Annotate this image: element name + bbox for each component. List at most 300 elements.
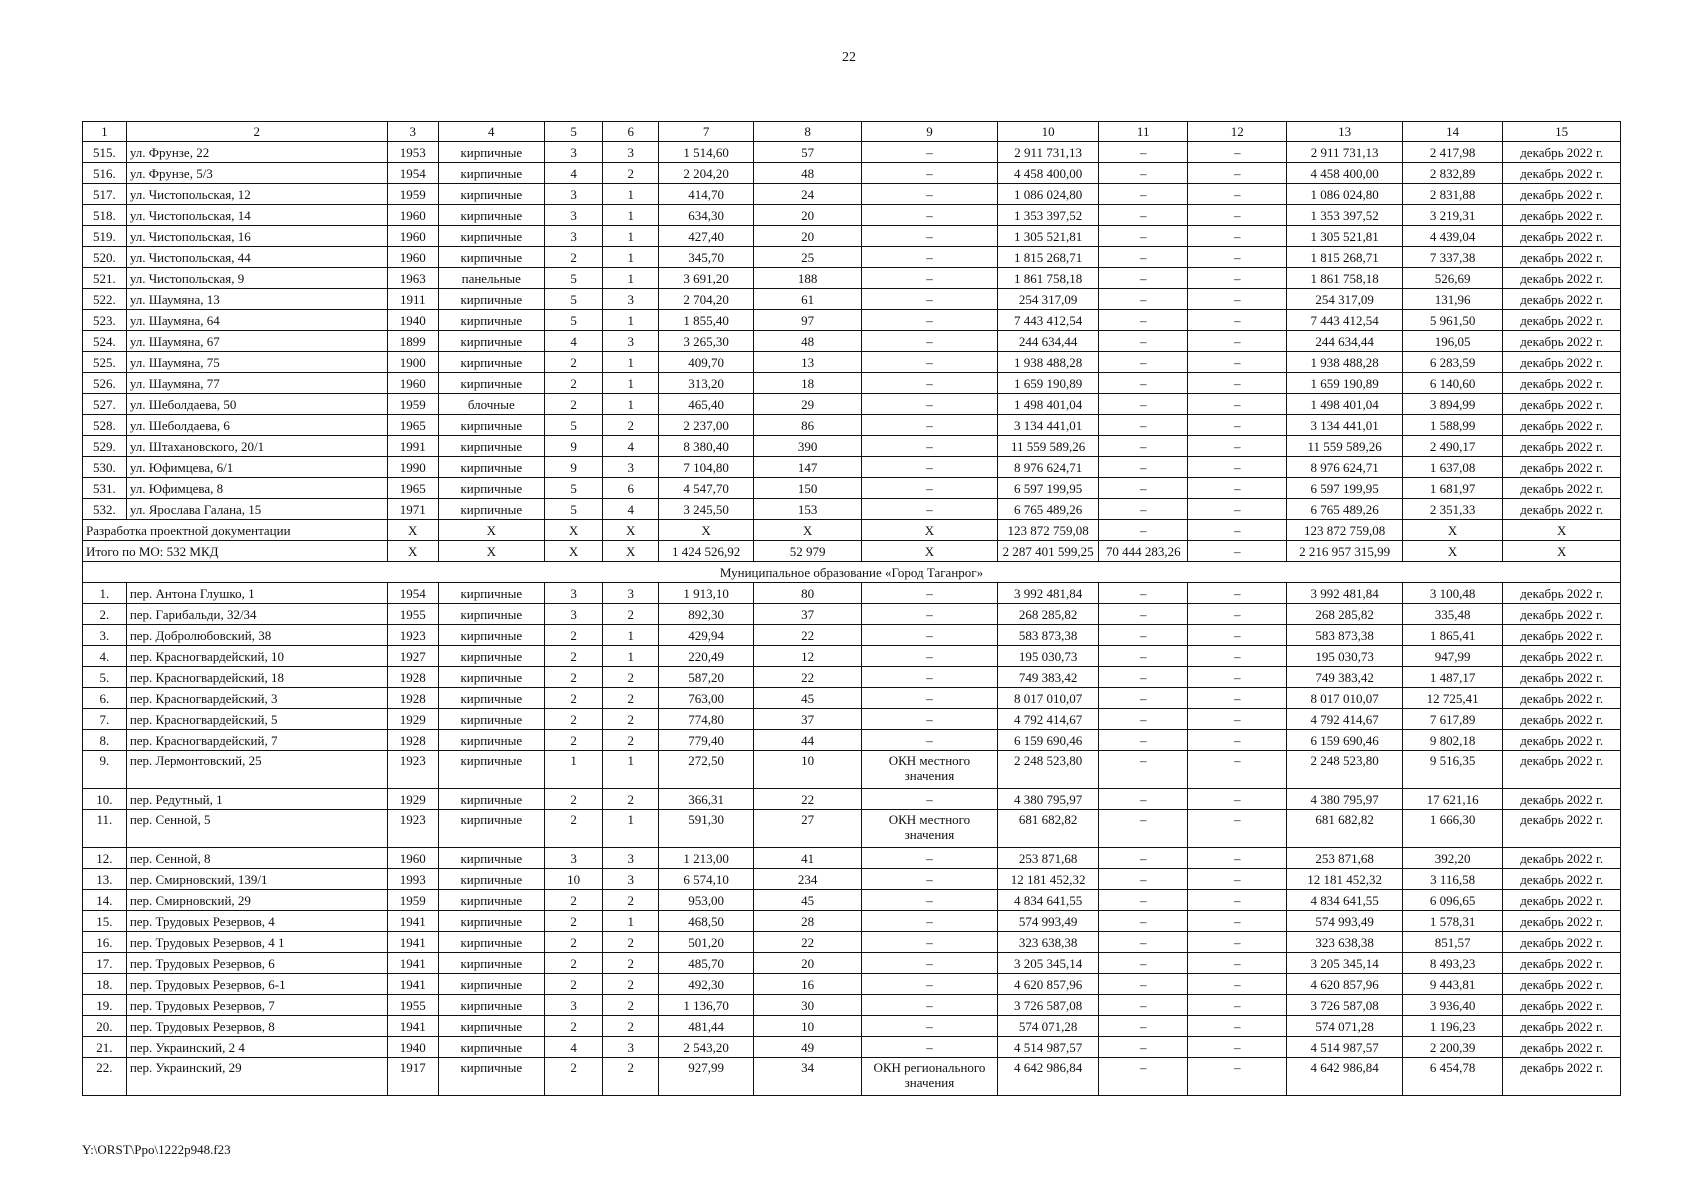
table-cell: 8 976 624,71 bbox=[1287, 457, 1402, 478]
table-cell: 253 871,68 bbox=[997, 848, 1099, 869]
column-header: 6 bbox=[603, 122, 659, 142]
table-row bbox=[83, 730, 1621, 751]
table-cell: 1 bbox=[603, 646, 659, 667]
section-row bbox=[83, 562, 1621, 583]
table-cell: 41 bbox=[754, 848, 862, 869]
table-cell: 3 bbox=[544, 184, 603, 205]
table-cell: 8 493,23 bbox=[1402, 953, 1502, 974]
table-cell: 3 bbox=[603, 457, 659, 478]
table-cell: декабрь 2022 г. bbox=[1503, 499, 1621, 520]
table-cell: 6 574,10 bbox=[659, 869, 754, 890]
table-cell: 244 634,44 bbox=[997, 331, 1099, 352]
table-cell: 253 871,68 bbox=[1287, 848, 1402, 869]
table-cell: X bbox=[1503, 541, 1621, 562]
table-cell: 1 bbox=[544, 751, 603, 789]
table-cell: 4 458 400,00 bbox=[1287, 163, 1402, 184]
table-cell: 1 861 758,18 bbox=[1287, 268, 1402, 289]
table-cell: 3 bbox=[544, 604, 603, 625]
table-cell: 530. bbox=[83, 457, 127, 478]
table-cell: 52 979 bbox=[754, 541, 862, 562]
table-cell: 1 bbox=[603, 751, 659, 789]
table-row bbox=[83, 352, 1621, 373]
table-cell: 1 637,08 bbox=[1402, 457, 1502, 478]
table-cell: декабрь 2022 г. bbox=[1503, 646, 1621, 667]
table-cell: 12 bbox=[754, 646, 862, 667]
table-cell: 9 802,18 bbox=[1402, 730, 1502, 751]
table-cell: 574 071,28 bbox=[997, 1016, 1099, 1037]
table-cell: 1941 bbox=[387, 953, 438, 974]
table-cell: – bbox=[862, 848, 998, 869]
table-cell: – bbox=[1099, 373, 1188, 394]
table-cell: 1991 bbox=[387, 436, 438, 457]
table-cell: – bbox=[1099, 1016, 1188, 1037]
table-cell: – bbox=[1099, 890, 1188, 911]
column-header: 14 bbox=[1402, 122, 1502, 142]
table-cell: декабрь 2022 г. bbox=[1503, 457, 1621, 478]
table-cell: 4 458 400,00 bbox=[997, 163, 1099, 184]
table-cell: 2 bbox=[603, 730, 659, 751]
table-cell: 123 872 759,08 bbox=[997, 520, 1099, 541]
table-row bbox=[83, 953, 1621, 974]
table-cell: кирпичные bbox=[438, 995, 544, 1016]
table-cell: пер. Редутный, 1 bbox=[126, 789, 387, 810]
table-cell: 526,69 bbox=[1402, 268, 1502, 289]
table-row bbox=[83, 1016, 1621, 1037]
table-cell: 2 bbox=[544, 688, 603, 709]
table-cell: 2 bbox=[544, 890, 603, 911]
table-cell: – bbox=[1099, 247, 1188, 268]
table-cell: – bbox=[1099, 142, 1188, 163]
table-cell: X bbox=[544, 541, 603, 562]
table-cell: 1 498 401,04 bbox=[997, 394, 1099, 415]
table-cell: – bbox=[862, 869, 998, 890]
table-cell: 195 030,73 bbox=[997, 646, 1099, 667]
table-cell: 1960 bbox=[387, 247, 438, 268]
table-cell: X bbox=[1402, 520, 1502, 541]
table-cell: – bbox=[1099, 163, 1188, 184]
table-cell: 1 bbox=[603, 310, 659, 331]
table-row bbox=[83, 1037, 1621, 1058]
table-summary-rows bbox=[83, 520, 1621, 583]
table-cell: ул. Шаумяна, 67 bbox=[126, 331, 387, 352]
table-cell: декабрь 2022 г. bbox=[1503, 1016, 1621, 1037]
table-cell: кирпичные bbox=[438, 911, 544, 932]
table-cell: – bbox=[1188, 604, 1287, 625]
table-cell: 7 443 412,54 bbox=[997, 310, 1099, 331]
column-header: 12 bbox=[1188, 122, 1287, 142]
table-cell: – bbox=[1099, 226, 1188, 247]
table-cell: 12 181 452,32 bbox=[997, 869, 1099, 890]
table-cell: декабрь 2022 г. bbox=[1503, 974, 1621, 995]
table-cell: 3 bbox=[603, 331, 659, 352]
table-cell: 774,80 bbox=[659, 709, 754, 730]
table-cell: – bbox=[1188, 352, 1287, 373]
table-cell: 2 bbox=[544, 932, 603, 953]
table-cell: кирпичные bbox=[438, 848, 544, 869]
table-cell: 335,48 bbox=[1402, 604, 1502, 625]
column-header: 7 bbox=[659, 122, 754, 142]
table-cell: 583 873,38 bbox=[997, 625, 1099, 646]
table-row bbox=[83, 995, 1621, 1016]
table-cell: – bbox=[862, 646, 998, 667]
table-cell: – bbox=[862, 667, 998, 688]
table-cell: декабрь 2022 г. bbox=[1503, 268, 1621, 289]
table-cell: декабрь 2022 г. bbox=[1503, 289, 1621, 310]
table-cell: пер. Красногвардейский, 10 bbox=[126, 646, 387, 667]
table-cell: 1929 bbox=[387, 709, 438, 730]
table-cell: 1 bbox=[603, 625, 659, 646]
table-cell: – bbox=[1099, 310, 1188, 331]
table-cell: 851,57 bbox=[1402, 932, 1502, 953]
table-cell: 1 938 488,28 bbox=[1287, 352, 1402, 373]
table-cell: – bbox=[862, 373, 998, 394]
table-cell: 6 283,59 bbox=[1402, 352, 1502, 373]
table-cell: 2 bbox=[544, 730, 603, 751]
table-cell: X bbox=[1402, 541, 1502, 562]
table-cell: – bbox=[1188, 995, 1287, 1016]
table-cell: – bbox=[862, 974, 998, 995]
table-cell: кирпичные bbox=[438, 974, 544, 995]
table-cell: – bbox=[1099, 974, 1188, 995]
table-cell: – bbox=[1188, 911, 1287, 932]
table-cell: 8 976 624,71 bbox=[997, 457, 1099, 478]
table-cell: 526. bbox=[83, 373, 127, 394]
total-row bbox=[83, 541, 1621, 562]
table-cell: – bbox=[1099, 478, 1188, 499]
table-cell: 313,20 bbox=[659, 373, 754, 394]
table-cell: 1917 bbox=[387, 1058, 438, 1096]
table-cell: 1 353 397,52 bbox=[1287, 205, 1402, 226]
table-cell: ул. Фрунзе, 22 bbox=[126, 142, 387, 163]
table-cell: – bbox=[862, 205, 998, 226]
table-cell: 6 597 199,95 bbox=[997, 478, 1099, 499]
table-cell: X bbox=[862, 520, 998, 541]
table-cell: 4 514 987,57 bbox=[997, 1037, 1099, 1058]
table-cell: 3 726 587,08 bbox=[997, 995, 1099, 1016]
table-cell: 3 bbox=[544, 205, 603, 226]
table-cell: 5 bbox=[544, 268, 603, 289]
table-cell: 86 bbox=[754, 415, 862, 436]
table-cell: – bbox=[1188, 310, 1287, 331]
table-cell: декабрь 2022 г. bbox=[1503, 625, 1621, 646]
table-cell: 2. bbox=[83, 604, 127, 625]
table-cell: 1 086 024,80 bbox=[997, 184, 1099, 205]
table-cell: 1 913,10 bbox=[659, 583, 754, 604]
table-cell: кирпичные bbox=[438, 890, 544, 911]
table-cell: 516. bbox=[83, 163, 127, 184]
table-cell: 9 443,81 bbox=[1402, 974, 1502, 995]
table-cell: – bbox=[862, 583, 998, 604]
table-cell: 20 bbox=[754, 226, 862, 247]
table-cell: ОКН местного значения bbox=[862, 810, 998, 848]
total-row-label: Итого по МО: 532 МКД bbox=[83, 541, 388, 562]
table-cell: 2 490,17 bbox=[1402, 436, 1502, 457]
table-cell: 3 bbox=[603, 142, 659, 163]
table-cell: 7 443 412,54 bbox=[1287, 310, 1402, 331]
table-cell: 3 894,99 bbox=[1402, 394, 1502, 415]
table-cell: 4 380 795,97 bbox=[997, 789, 1099, 810]
table-cell: панельные bbox=[438, 268, 544, 289]
table-cell: 3 bbox=[544, 995, 603, 1016]
table-cell: – bbox=[1188, 953, 1287, 974]
table-cell: 1 305 521,81 bbox=[997, 226, 1099, 247]
table-cell: кирпичные bbox=[438, 478, 544, 499]
table-cell: 681 682,82 bbox=[1287, 810, 1402, 848]
table-cell: пер. Красногвардейский, 3 bbox=[126, 688, 387, 709]
table-cell: 2 bbox=[603, 789, 659, 810]
table-cell: 2 287 401 599,25 bbox=[997, 541, 1099, 562]
table-cell: – bbox=[1188, 499, 1287, 520]
table-cell: 3 205 345,14 bbox=[1287, 953, 1402, 974]
table-cell: – bbox=[1188, 625, 1287, 646]
table-cell: 1 086 024,80 bbox=[1287, 184, 1402, 205]
table-cell: пер. Трудовых Резервов, 4 1 bbox=[126, 932, 387, 953]
table-cell: 1 659 190,89 bbox=[1287, 373, 1402, 394]
table-cell: 10. bbox=[83, 789, 127, 810]
table-cell: 4 620 857,96 bbox=[1287, 974, 1402, 995]
table-cell: 22 bbox=[754, 789, 862, 810]
footer-file-path: Y:\ORST\Ppo\1222p948.f23 bbox=[82, 1142, 231, 1157]
table-cell: 2 bbox=[544, 789, 603, 810]
table-cell: 1959 bbox=[387, 890, 438, 911]
design-documentation-row bbox=[83, 520, 1621, 541]
table-cell: 1965 bbox=[387, 478, 438, 499]
table-cell: декабрь 2022 г. bbox=[1503, 142, 1621, 163]
table-cell: X bbox=[387, 541, 438, 562]
table-cell: 1928 bbox=[387, 730, 438, 751]
table-cell: 3. bbox=[83, 625, 127, 646]
table-row bbox=[83, 869, 1621, 890]
table-row bbox=[83, 142, 1621, 163]
table-cell: кирпичные bbox=[438, 932, 544, 953]
table-cell: – bbox=[862, 415, 998, 436]
table-cell: 17 621,16 bbox=[1402, 789, 1502, 810]
table-cell: – bbox=[862, 730, 998, 751]
table-cell: 481,44 bbox=[659, 1016, 754, 1037]
table-cell: 4 439,04 bbox=[1402, 226, 1502, 247]
table-cell: 268 285,82 bbox=[997, 604, 1099, 625]
table-row bbox=[83, 932, 1621, 953]
table-cell: декабрь 2022 г. bbox=[1503, 184, 1621, 205]
table-cell: 4 bbox=[603, 436, 659, 457]
table-cell: 2 bbox=[544, 953, 603, 974]
table-row bbox=[83, 310, 1621, 331]
table-cell: 2 bbox=[544, 373, 603, 394]
table-cell: 6 bbox=[603, 478, 659, 499]
table-cell: – bbox=[1099, 499, 1188, 520]
table-cell: 5 bbox=[544, 499, 603, 520]
table-cell: 518. bbox=[83, 205, 127, 226]
table-cell: – bbox=[862, 625, 998, 646]
table-cell: 763,00 bbox=[659, 688, 754, 709]
table-cell: 2 bbox=[544, 646, 603, 667]
table-cell: – bbox=[1188, 268, 1287, 289]
table-cell: – bbox=[862, 226, 998, 247]
table-cell: 1959 bbox=[387, 184, 438, 205]
table-cell: – bbox=[1188, 890, 1287, 911]
table-cell: 2 bbox=[544, 667, 603, 688]
table-cell: – bbox=[862, 394, 998, 415]
table-cell: кирпичные bbox=[438, 184, 544, 205]
table-cell: 2 417,98 bbox=[1402, 142, 1502, 163]
table-cell: кирпичные bbox=[438, 310, 544, 331]
table-cell: декабрь 2022 г. bbox=[1503, 751, 1621, 789]
table-cell: – bbox=[1099, 184, 1188, 205]
table-cell: кирпичные bbox=[438, 247, 544, 268]
table-cell: ул. Чистопольская, 16 bbox=[126, 226, 387, 247]
table-cell: декабрь 2022 г. bbox=[1503, 730, 1621, 751]
table-cell: 37 bbox=[754, 709, 862, 730]
table-cell: 2 bbox=[603, 415, 659, 436]
table-cell: 5 bbox=[544, 310, 603, 331]
table-cell: 22 bbox=[754, 625, 862, 646]
table-cell: X bbox=[754, 520, 862, 541]
table-cell: 1 487,17 bbox=[1402, 667, 1502, 688]
table-cell: ул. Юфимцева, 6/1 bbox=[126, 457, 387, 478]
table-cell: 70 444 283,26 bbox=[1099, 541, 1188, 562]
table-cell: декабрь 2022 г. bbox=[1503, 995, 1621, 1016]
table-cell: ул. Ярослава Галана, 15 bbox=[126, 499, 387, 520]
table-cell: пер. Украинский, 2 4 bbox=[126, 1037, 387, 1058]
table-cell: 3 bbox=[603, 848, 659, 869]
table-cell: 2 204,20 bbox=[659, 163, 754, 184]
table-cell: 22 bbox=[754, 667, 862, 688]
table-cell: 515. bbox=[83, 142, 127, 163]
table-cell: 13 bbox=[754, 352, 862, 373]
table-cell: 7 337,38 bbox=[1402, 247, 1502, 268]
table-cell: 409,70 bbox=[659, 352, 754, 373]
table-cell: 254 317,09 bbox=[997, 289, 1099, 310]
table-row bbox=[83, 848, 1621, 869]
table-cell: ул. Штахановского, 20/1 bbox=[126, 436, 387, 457]
table-cell: пер. Трудовых Резервов, 6-1 bbox=[126, 974, 387, 995]
table-cell: 3 bbox=[603, 1037, 659, 1058]
table-cell: – bbox=[862, 1037, 998, 1058]
table-cell: кирпичные bbox=[438, 604, 544, 625]
housing-register-table bbox=[82, 121, 1621, 1096]
table-cell: 6. bbox=[83, 688, 127, 709]
table-cell: 587,20 bbox=[659, 667, 754, 688]
table-cell: – bbox=[1099, 709, 1188, 730]
table-cell: 390 bbox=[754, 436, 862, 457]
column-header: 1 bbox=[83, 122, 127, 142]
table-row bbox=[83, 415, 1621, 436]
table-cell: 2 bbox=[603, 667, 659, 688]
table-row bbox=[83, 667, 1621, 688]
table-cell: – bbox=[1099, 995, 1188, 1016]
table-cell: 49 bbox=[754, 1037, 862, 1058]
table-row bbox=[83, 974, 1621, 995]
table-cell: 3 205 345,14 bbox=[997, 953, 1099, 974]
table-cell: – bbox=[862, 310, 998, 331]
table-cell: декабрь 2022 г. bbox=[1503, 310, 1621, 331]
table-cell: 37 bbox=[754, 604, 862, 625]
table-cell: 3 245,50 bbox=[659, 499, 754, 520]
table-cell: 2 911 731,13 bbox=[1287, 142, 1402, 163]
table-cell: 1941 bbox=[387, 911, 438, 932]
table-cell: – bbox=[1188, 667, 1287, 688]
table-row bbox=[83, 268, 1621, 289]
table-cell: 2 bbox=[603, 1058, 659, 1096]
table-cell: 10 bbox=[544, 869, 603, 890]
table-cell: – bbox=[1188, 848, 1287, 869]
table-cell: – bbox=[1188, 205, 1287, 226]
table-row bbox=[83, 751, 1621, 789]
table-cell: 1941 bbox=[387, 974, 438, 995]
table-row bbox=[83, 373, 1621, 394]
table-cell: – bbox=[1099, 289, 1188, 310]
table-cell: ул. Чистопольская, 14 bbox=[126, 205, 387, 226]
table-cell: 323 638,38 bbox=[1287, 932, 1402, 953]
table-cell: – bbox=[862, 911, 998, 932]
table-row bbox=[83, 478, 1621, 499]
table-cell: 1 bbox=[603, 394, 659, 415]
table-cell: – bbox=[1099, 352, 1188, 373]
table-cell: 6 096,65 bbox=[1402, 890, 1502, 911]
table-cell: 12 725,41 bbox=[1402, 688, 1502, 709]
table-cell: 20 bbox=[754, 953, 862, 974]
table-cell: кирпичные bbox=[438, 289, 544, 310]
table-cell: декабрь 2022 г. bbox=[1503, 604, 1621, 625]
table-cell: 521. bbox=[83, 268, 127, 289]
table-cell: – bbox=[862, 789, 998, 810]
table-cell: 2 bbox=[603, 890, 659, 911]
table-cell: 7. bbox=[83, 709, 127, 730]
table-cell: X bbox=[387, 520, 438, 541]
column-header: 15 bbox=[1503, 122, 1621, 142]
table-cell: 345,70 bbox=[659, 247, 754, 268]
table-cell: декабрь 2022 г. bbox=[1503, 932, 1621, 953]
table-cell: 1 681,97 bbox=[1402, 478, 1502, 499]
table-cell: кирпичные bbox=[438, 352, 544, 373]
table-cell: декабрь 2022 г. bbox=[1503, 394, 1621, 415]
table-cell: 520. bbox=[83, 247, 127, 268]
table-cell: 1954 bbox=[387, 583, 438, 604]
table-cell: 1960 bbox=[387, 226, 438, 247]
table-cell: 14. bbox=[83, 890, 127, 911]
table-cell: декабрь 2022 г. bbox=[1503, 163, 1621, 184]
table-cell: 6 765 489,26 bbox=[997, 499, 1099, 520]
table-cell: 25 bbox=[754, 247, 862, 268]
table-cell: декабрь 2022 г. bbox=[1503, 331, 1621, 352]
table-cell: декабрь 2022 г. bbox=[1503, 789, 1621, 810]
column-header: 8 bbox=[754, 122, 862, 142]
table-cell: – bbox=[1188, 646, 1287, 667]
table-cell: декабрь 2022 г. bbox=[1503, 911, 1621, 932]
table-cell: кирпичные bbox=[438, 499, 544, 520]
table-cell: 1923 bbox=[387, 625, 438, 646]
column-header: 9 bbox=[862, 122, 998, 142]
table-cell: – bbox=[1188, 541, 1287, 562]
column-header: 13 bbox=[1287, 122, 1402, 142]
table-cell: 1 815 268,71 bbox=[997, 247, 1099, 268]
table-cell: ул. Чистопольская, 9 bbox=[126, 268, 387, 289]
table-cell: 2 bbox=[544, 1016, 603, 1037]
table-cell: 4 792 414,67 bbox=[1287, 709, 1402, 730]
table-cell: 2 bbox=[603, 688, 659, 709]
table-cell: 4 380 795,97 bbox=[1287, 789, 1402, 810]
table-cell: пер. Красногвардейский, 18 bbox=[126, 667, 387, 688]
table-cell: 531. bbox=[83, 478, 127, 499]
table-cell: 4 bbox=[544, 1037, 603, 1058]
table-cell: 1911 bbox=[387, 289, 438, 310]
table-cell: 1 588,99 bbox=[1402, 415, 1502, 436]
table-cell: пер. Трудовых Резервов, 6 bbox=[126, 953, 387, 974]
table-cell: 45 bbox=[754, 688, 862, 709]
table-cell: 3 992 481,84 bbox=[1287, 583, 1402, 604]
table-cell: кирпичные bbox=[438, 869, 544, 890]
table-cell: 16 bbox=[754, 974, 862, 995]
